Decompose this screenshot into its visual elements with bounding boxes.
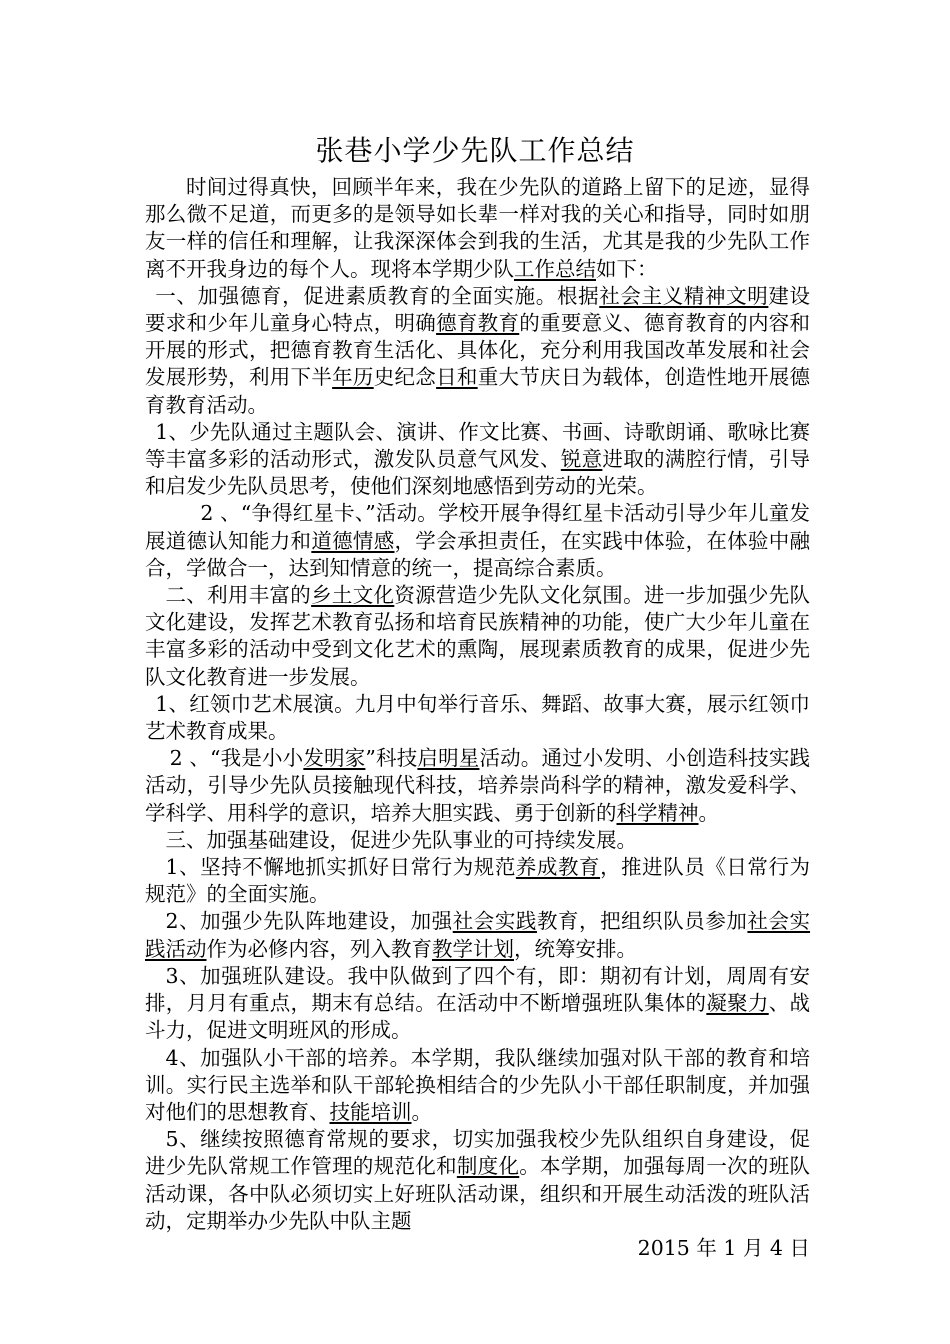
paragraph-text: ”科技 [365,746,418,771]
paragraph-text: 史纪念 [373,365,437,390]
paragraph-text: 。 [411,1099,432,1124]
paragraph-text: 1、红领巾艺术展演。九月中旬举行音乐、舞蹈、故事大赛，展示红领巾艺术教育成果。 [145,691,810,744]
document-title: 张巷小学少先队工作总结 [315,134,635,167]
paragraph-text: 2 、“争得红星卡、”活动。学校开展争得红星卡活动引导少年儿童发展道德认知能力和 [145,501,810,553]
underlined-term: 凝聚力 [706,991,769,1016]
paragraph [145,174,810,283]
paragraph-text: 一、加强德育，促进素质教育的全面实施。根据 [155,283,600,308]
paragraph-text: 作为必修内容，列入教育 [206,936,432,961]
underlined-term: 制度化 [456,1154,520,1179]
paragraph-text: 、战斗力，促进文明班风的形成。 [145,991,811,1043]
paragraph [145,1126,810,1235]
underlined-term: 工作总结 [514,256,596,281]
paragraph-text: 重大节庆日为载体，创造性地开展德育教育活动。 [145,365,811,417]
paragraph-text: 5、继续按照德育常规的要求，切实加强我校少先队组织自身建设，促进少先队常规工作管理的规范化和 [145,1127,810,1179]
paragraph-text: 4、加强队小干部的培养。本学期，我队继续加强对队干部的教育和培训。实行民主选举和队干部轮换相结合的少先队小干部任职制度，并加强对他们的思想教育、 [145,1045,810,1124]
underlined-term: 日和 [436,365,478,390]
document-date: 2015 年 1 月 4 日 [637,1235,810,1260]
paragraph-text: ，推进队员《日常行为规范》的全面实施。 [145,855,811,907]
underlined-term: 乡土文化 [311,583,395,608]
paragraph-text: ，学会承担责任，在实践中体验，在体验中融合，学做合一，达到知情意的统一，提高综合素质。 [145,528,811,580]
underlined-term: 社会实践活动 [145,909,811,961]
paragraph-text: 如下： [596,256,658,281]
paragraph-text: 的重要意义、德育教育的内容和开展的形式，把德育教育生活化、具体化，充分利用我国改革发展和社会发展形势，利用下半 [145,311,811,390]
paragraph-text: 资源营造少先队文化氛围。进一步加强少先队文化建设，发挥艺术教育弘扬和培育民族精神的功能，使广大少年儿童在丰富多彩的活动中受到文化艺术的熏陶，展现素质教育的成果，促进少先队文化教育进一步发展。 [145,583,811,689]
paragraph [145,963,810,1045]
paragraph-text: 进取的满腔行情，引导和启发少先队员思考，使他们深刻地感悟到劳动的光荣。 [145,447,811,499]
paragraph-text: 时间过得真快，回顾半年来，我在少先队的道路上留下的足迹，显得那么微不足道，而更多的是领导如长辈一样对我的关心和指导，同时如朋友一样的信任和理解，让我深深体会到我的生活，尤其是我的少先队工作离不开我身边的每个人。现将本学期少队 [145,175,810,281]
paragraph-text: 活动。通过小发明、小创造科技实践活动，引导少先队员接触现代科技，培养崇尚科学的精神，激发爱科学、学科学、用科学的意识，培养大胆实践、勇于创新的 [145,746,811,825]
underlined-term: 年历 [332,365,374,390]
paragraph-text: 三、加强基础建设，促进少先队事业的可持续发展。 [165,827,637,852]
paragraph [145,854,810,908]
paragraph-text: 2 、“我是小小 [169,746,304,771]
paragraph-text: 1、坚持不懈地抓实抓好日常行为规范 [165,855,516,880]
document-body [145,174,810,1262]
paragraph-text: 。 [698,800,719,825]
paragraph-text: 。本学期，加强每周一次的班队活动课，各中队必须切实上好班队活动课，组织和开展生动活泼的班队活动，定期举办少先队中队主题 [145,1154,811,1233]
paragraph-text: 3、加强班队建设。我中队做到了四个有，即：期初有计划，周周有安排，月月有重点，期末有总结。在活动中不断增强班队集体的 [145,963,810,1016]
underlined-term: 锐意 [560,447,603,472]
paragraph [145,582,810,691]
paragraph [145,745,810,827]
paragraph-text: 教育，把组织队员参加 [536,909,748,934]
paragraph [145,1045,810,1127]
underlined-term: 启明星 [417,746,480,771]
paragraph-text: 二、利用丰富的 [165,583,312,608]
underlined-term: 发明家 [303,746,366,771]
underlined-term: 教学计划 [432,936,514,961]
paragraph [145,908,810,962]
underlined-term: 社会主义精神文明 [599,283,769,308]
underlined-term: 道德情感 [311,528,395,553]
underlined-term: 社会实践 [452,909,537,934]
paragraph [145,500,810,582]
paragraph-text: ，统筹安排。 [514,936,637,961]
paragraph [145,419,810,501]
paragraph [145,283,810,419]
paragraph [145,691,810,745]
paragraph-text: 1、少先队通过主题队会、演讲、作文比赛、书画、诗歌朗诵、歌咏比赛等丰富多彩的活动形式，激发队员意气风发、 [145,419,810,472]
underlined-term: 德育教育 [436,311,520,336]
paragraph-text: 2、加强少先队阵地建设，加强 [165,909,453,934]
paragraph-text: 建设要求和少年儿童身心特点，明确 [145,283,811,336]
underlined-term: 技能培训 [329,1099,412,1124]
paragraph [145,827,810,854]
underlined-term: 科学精神 [616,800,699,825]
underlined-term: 养成教育 [515,855,601,880]
